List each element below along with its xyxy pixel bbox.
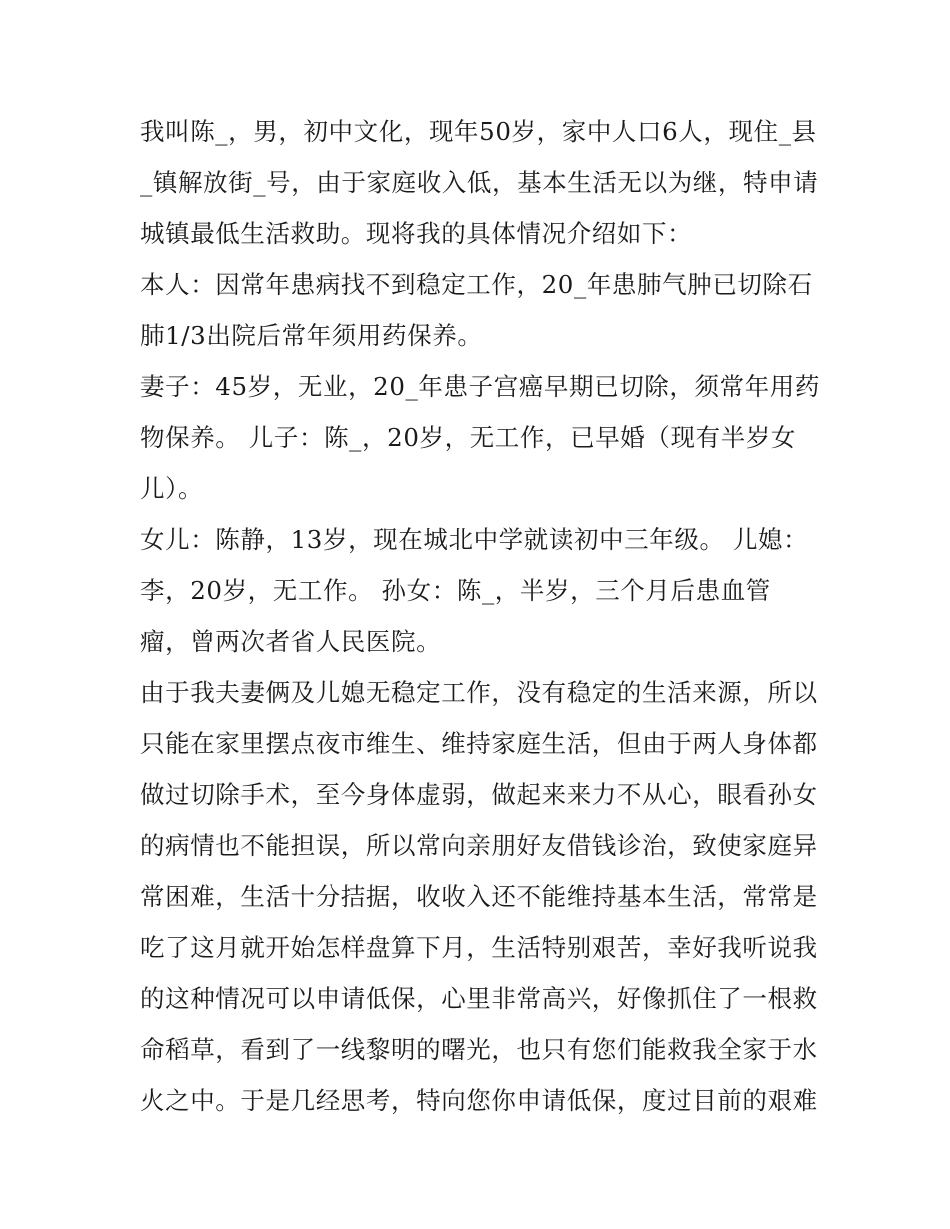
paragraph-wife-son: 妻子：45岁，无业，20_年患子宫癌早期已切除，须常年用药物保养。 儿子：陈_，20岁，无工作，已早婚（现有半岁女儿）。: [140, 372, 820, 503]
paragraph-self: 本人：因常年患病找不到稳定工作，20_年患肺气肿已切除石肺1/3出院后常年须用药保养。: [140, 270, 813, 350]
document-body: [140, 106, 820, 1126]
paragraph-hardship: 由于我夫妻俩及儿媳无稳定工作，没有稳定的生活来源，所以只能在家里摆点夜市维生、维持家庭生活，但由于两人身体都做过切除手术，至今身体虚弱，做起来来力不从心，眼看孙女的病情也不能担误，所以常向亲朋好友借钱诊治，致使家庭异常困难，生活十分拮据，收收入还不能维持基本生活，常常是吃了这月就开始怎样盘算下月，生活特别艰苦，幸好我听说我的这种情况可以申请低保，心里非常高兴，好像抓住了一根救命稻草，看到了一线黎明的曙光，也只有您们能救我全家于水火之中。于是几经思考，特向您你申请低保，度过目前的艰难: [140, 678, 818, 1115]
paragraph-intro: 我叫陈_，男，初中文化，现年50岁，家中人口6人，现住_县_镇解放街_号，由于家庭收入低，基本生活无以为继，特申请城镇最低生活救助。现将我的具体情况介绍如下：: [140, 117, 819, 248]
paragraph-daughter-family: 女儿：陈静，13岁，现在城北中学就读初中三年级。 儿媳：李，20岁，无工作。 孙女：陈_，半岁，三个月后患血管瘤，曾两次者省人民医院。: [140, 525, 809, 656]
